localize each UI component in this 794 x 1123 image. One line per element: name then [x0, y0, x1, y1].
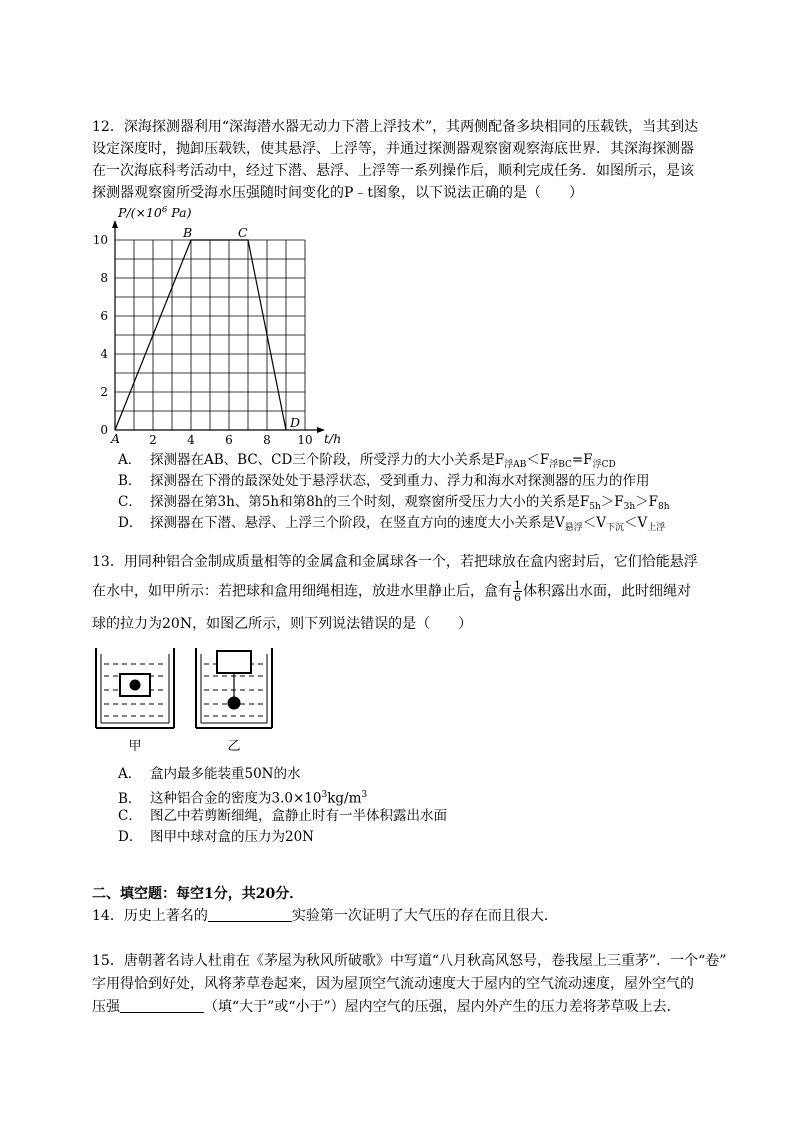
option-label: B． [118, 473, 142, 489]
q13-figures [92, 646, 282, 756]
option-label: D． [118, 829, 143, 845]
q13-line-1: 13．用同种铝合金制成质量相等的金属盒和金属球各一个，若把球放在盒内密封后，它们恰能悬浮 [92, 554, 698, 570]
q12-line-2: 设定深度时，抛卸压载铁，使其悬浮、上浮等，并通过探测器观察窗观察海底世界．其深海探测器 [92, 141, 694, 157]
option-label: C． [118, 808, 142, 824]
y-tick-label: 2 [100, 385, 108, 399]
q15-answer-blank[interactable] [120, 998, 204, 1013]
point-label-d: D [290, 415, 301, 430]
y-tick-label: 0 [100, 423, 108, 437]
q12-option-d: D． 探测器在下潜、悬浮、上浮三个阶段，在竖直方向的速度大小关系是$V_{悬浮}<V_{下沉}<V_{上浮}$ [118, 515, 666, 533]
option-label: B． [118, 790, 142, 807]
q12-line-4: 探测器观察窗所受海水压强随时间变化的P﹣t图象，以下说法正确的是（ ） [92, 185, 584, 201]
q13-option-a: A． 盒内最多能装重50N的水 [118, 766, 301, 782]
chart-axes [112, 220, 325, 433]
q13-option-d: D． 图甲中球对盒的压力为20N [118, 829, 314, 845]
point-label-b: B [183, 225, 193, 240]
q12-line-3: 在一次海底科考活动中，经过下潜、悬浮、上浮等一系列操作后，顺利完成任务．如图所示，是该 [92, 163, 694, 179]
y-tick-label: 8 [100, 271, 108, 285]
x-tick-label: 6 [225, 433, 233, 447]
x-tick-label: 2 [149, 433, 157, 447]
point-label-a: A [111, 431, 121, 446]
y-tick-label: 6 [100, 309, 108, 323]
figure-yi-container [196, 648, 272, 728]
q14-line: 14．历史上著名的 实验第一次证明了大气压的存在而且很大． [92, 908, 558, 924]
q13-option-c: C． 图乙中若剪断细绳，盒静止时有一半体积露出水面 [118, 808, 447, 824]
chart-y-axis-label: $P/(\times 10^6$ Pa) [118, 205, 192, 220]
chart-point-labels [110, 225, 300, 446]
option-label: A． [118, 452, 142, 468]
fraction-one-sixth: $\frac{1}{6}$ [514, 579, 521, 604]
q15-line-2: 字用得恰到好处，风将茅草卷起来，因为屋顶空气流动速度大于屋内的空气流动速度，屋外空气的 [92, 976, 694, 992]
p-t-chart [92, 200, 356, 452]
q12-option-a: A． 探测器在AB、BC、CD三个阶段，所受浮力的大小关系是$F_{浮AB}<F_{浮BC}=F_{浮CD}$ [118, 452, 616, 470]
q15-line-3: 压强 （填“大于”或“小于”）屋内空气的压强，屋内外产生的压力差将茅草吸上去． [92, 999, 681, 1015]
q12-line-1: 12．深海探测器利用“深海潜水器无动力下潜上浮技术”，其两侧配备多块相同的压载铁，当其到达 [92, 119, 699, 135]
q13-option-b: B． 这种铝合金的密度为$3.0\times 10^3kg/m^3$ [118, 790, 368, 807]
figure-label-yi: 乙 [227, 739, 241, 754]
q14-answer-blank[interactable] [208, 907, 292, 922]
q13-line-2: 在水中，如甲所示：若把球和盒用细绳相连，放进水里静止后，盒有 $\frac{1}{6}$ 体积露出水面，此时细绳对 [92, 579, 691, 604]
x-tick-label: 10 [297, 433, 313, 447]
q13-line-3: 球的拉力为20N，如图乙所示，则下列说法错误的是（ ） [92, 616, 473, 632]
option-label: D． [118, 515, 143, 531]
y-axis-arrow [112, 220, 118, 228]
q12-option-c: C． 探测器在第3h、第5h和第8h的三个时刻，观察窗所受压力大小的关系是$F_{5h}>F_{3h}>F_{8h}$ [118, 494, 670, 512]
section-heading: 二、填空题：每空1分，共20分． [92, 886, 304, 902]
option-label: C． [118, 494, 142, 510]
q15-line-1: 15．唐朝著名诗人杜甫在《茅屋为秋风所破歌》中写道“八月秋高风怒号，卷我屋上三重茅”．一个“卷” [92, 953, 727, 969]
chart-ticks [93, 233, 313, 447]
y-tick-label: 4 [100, 347, 108, 361]
q12-option-b: B． 探测器在下滑的最深处处于悬浮状态，受到重力、浮力和海水对探测器的压力的作用 [118, 473, 650, 489]
chart-x-axis-label: t/h [324, 431, 342, 446]
x-tick-label: 8 [263, 433, 271, 447]
figure-label-jia: 甲 [128, 739, 142, 754]
chart-grid [115, 240, 305, 430]
figure-jia-container [96, 648, 174, 728]
point-label-c: C [238, 225, 248, 240]
y-tick-label: 10 [92, 233, 108, 247]
option-label: A． [118, 766, 142, 782]
x-tick-label: 4 [187, 433, 195, 447]
